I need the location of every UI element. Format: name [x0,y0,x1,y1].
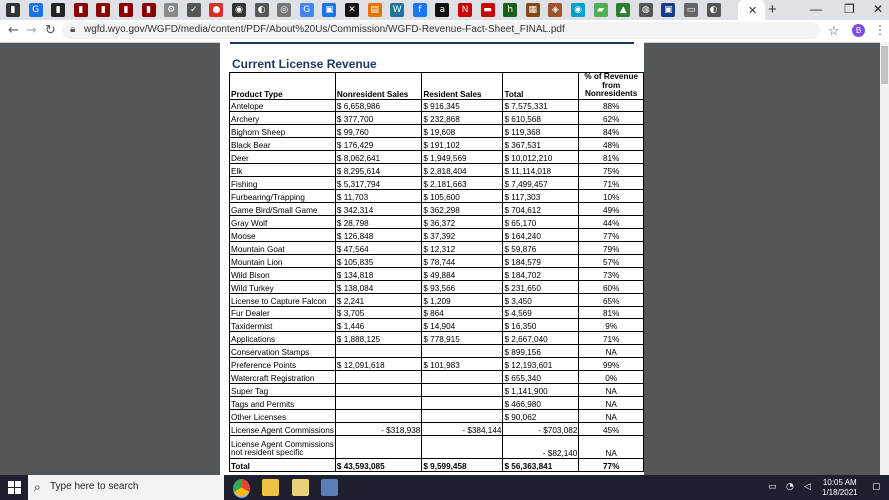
network-app-icon[interactable] [321,479,338,496]
cell-nonresident: - $318,938 [335,422,421,435]
total-row-nonresident: $ 43,593,085 [335,458,421,471]
tab-icon-25[interactable]: ◈ [548,3,562,17]
cell-pct: 0% [579,371,644,384]
cell-nonresident: $ 342,314 [335,203,421,216]
tab-icon-29[interactable]: ◍ [639,3,653,17]
cell-nonresident: $ 5,317,794 [335,177,421,190]
pdf-page [220,42,644,475]
table-row [230,293,644,306]
table-row [230,228,644,241]
table-row [230,397,644,410]
cell-resident [422,345,503,358]
chrome-icon[interactable] [233,479,250,498]
cell-product: Gray Wolf [230,215,336,228]
profile-avatar[interactable]: B [852,24,865,37]
tab-icon-17[interactable]: ▤ [368,3,382,17]
url-text[interactable]: wgfd.wyo.gov/WGFD/media/content/PDF/About%20Us/Commission/WGFD-Revenue-Fact-Sheet_FINAL.pdf [84,24,565,35]
cell-product: Black Bear [230,138,336,151]
tab-icon-18[interactable]: W [390,3,404,17]
table-row [230,241,644,254]
cell-pct: 88% [579,99,644,112]
cell-nonresident: $ 8,295,614 [335,164,421,177]
cell-total: $ 11,114,018 [503,164,579,177]
special-row-nonresident [335,435,421,458]
scrollbar-thumb[interactable] [881,46,888,84]
tab-icon-27[interactable]: ▰ [594,3,608,17]
cell-product: Furbearing/Trapping [230,190,336,203]
back-button[interactable]: ← [8,23,19,38]
cell-total: $ 184,579 [503,254,579,267]
cell-total: $ 704,612 [503,203,579,216]
close-tab-icon[interactable]: ✕ [748,5,758,17]
cell-nonresident [335,345,421,358]
cell-total: $ 466,980 [503,397,579,410]
cell-nonresident [335,371,421,384]
cell-product: Preference Points [230,358,336,371]
total-row-resident: $ 9,599,458 [422,458,503,471]
cell-product: Conservation Stamps [230,345,336,358]
tab-icon-19[interactable]: f [413,3,427,17]
tab-icon-16[interactable]: ✕ [345,3,359,17]
table-row [230,422,644,435]
cell-resident: $ 232,868 [422,112,503,125]
cell-product: Wild Turkey [230,280,336,293]
cell-resident: - $384,144 [422,422,503,435]
tab-icon-21[interactable]: N [458,3,472,17]
table-row [230,138,644,151]
tab-icon-4[interactable]: ▮ [74,3,88,17]
cell-pct: 57% [579,254,644,267]
cell-nonresident [335,397,421,410]
cell-resident: $ 36,372 [422,215,503,228]
windows-start-button[interactable] [8,481,21,494]
table-row [230,99,644,112]
cell-product: Watercraft Registration [230,371,336,384]
cell-resident: $ 101,983 [422,358,503,371]
cell-nonresident: $ 8,062,641 [335,151,421,164]
cell-pct: 10% [579,190,644,203]
cell-product: Tags and Permits [230,397,336,410]
cell-total: $ 65,170 [503,215,579,228]
tab-icon-10[interactable]: ● [209,3,223,17]
cell-pct: 71% [579,177,644,190]
tab-icon-12[interactable]: ◐ [255,3,269,17]
tab-icon-32[interactable]: ◐ [707,3,721,17]
tab-icon-5[interactable]: ▮ [96,3,110,17]
cell-pct: 71% [579,332,644,345]
cell-nonresident: $ 12,091,618 [335,358,421,371]
table-row [230,254,644,267]
cell-nonresident: $ 11,703 [335,190,421,203]
cell-product: Mountain Lion [230,254,336,267]
url-field[interactable] [62,22,820,39]
tab-icon-3[interactable]: ▮ [51,3,65,17]
cell-pct: 45% [579,422,644,435]
new-tab-button[interactable]: + [768,1,777,18]
cell-total: $ 610,568 [503,112,579,125]
cell-product: License to Capture Falcon [230,293,336,306]
taskbar [0,475,889,500]
cell-resident [422,384,503,397]
tab-strip [0,0,889,20]
search-placeholder: Type here to search [50,481,139,492]
cell-pct: NA [579,397,644,410]
file-explorer-icon[interactable] [262,479,279,496]
cell-nonresident: $ 3,705 [335,306,421,319]
special-row-pct: NA [579,435,644,458]
cell-pct: 99% [579,358,644,371]
cell-product: Applications [230,332,336,345]
table-row [230,125,644,138]
cell-product: Antelope [230,99,336,112]
cell-nonresident: $ 176,429 [335,138,421,151]
tab-icon-7[interactable]: ▮ [142,3,156,17]
cell-total: $ 119,368 [503,125,579,138]
cell-resident: $ 105,600 [422,190,503,203]
cell-resident [422,410,503,423]
special-row-resident [422,435,503,458]
cell-resident: $ 49,884 [422,267,503,280]
cell-product: Taxidermist [230,319,336,332]
special-row-line1: License Agent Commissions [231,439,334,449]
cell-nonresident: $ 134,818 [335,267,421,280]
cell-nonresident: $ 2,241 [335,293,421,306]
volume-icon[interactable]: ◁ [804,482,811,492]
cell-product: Other Licenses [230,410,336,423]
cell-resident: $ 19,608 [422,125,503,138]
table-row [230,332,644,345]
cell-nonresident: $ 1,888,125 [335,332,421,345]
cell-product: Elk [230,164,336,177]
cell-resident: $ 191,102 [422,138,503,151]
cell-total: $ 7,575,331 [503,99,579,112]
cell-product: Super Tag [230,384,336,397]
tab-icon-31[interactable]: ▭ [684,3,698,17]
cell-total: $ 12,193,601 [503,358,579,371]
sticky-notes-icon[interactable] [292,479,309,496]
cell-pct: 73% [579,267,644,280]
cell-product: Mountain Goat [230,241,336,254]
cell-total: $ 10,012,210 [503,151,579,164]
cell-resident: $ 916,345 [422,99,503,112]
cell-pct: 48% [579,138,644,151]
cell-product: Wild Bison [230,267,336,280]
cell-total: $ 164,240 [503,228,579,241]
cell-nonresident: $ 6,658,986 [335,99,421,112]
cell-pct: 77% [579,228,644,241]
cell-resident: $ 14,904 [422,319,503,332]
cell-pct: NA [579,410,644,423]
cell-product: Archery [230,112,336,125]
taskbar-search-box[interactable] [28,475,224,500]
cell-product: Moose [230,228,336,241]
cell-total: $ 16,350 [503,319,579,332]
cell-nonresident: $ 126,848 [335,228,421,241]
cell-resident: $ 778,915 [422,332,503,345]
table-row [230,177,644,190]
cell-pct: NA [579,345,644,358]
cell-nonresident: $ 99,760 [335,125,421,138]
system-clock[interactable] [822,478,858,498]
tab-icon-2[interactable]: G [29,3,43,17]
cell-nonresident: $ 105,835 [335,254,421,267]
cell-resident: $ 37,392 [422,228,503,241]
cell-resident: $ 864 [422,306,503,319]
cell-product: Fur Dealer [230,306,336,319]
cell-pct: 49% [579,203,644,216]
tab-icon-6[interactable]: ▮ [119,3,133,17]
cell-resident [422,371,503,384]
table-row [230,410,644,423]
cell-nonresident: $ 1,446 [335,319,421,332]
table-row [230,112,644,125]
cell-pct: 84% [579,125,644,138]
total-row-total: $ 56,363,841 [503,458,579,471]
special-row-total: - $82,140 [503,435,579,458]
search-icon: ⌕ [34,480,41,494]
cell-resident: $ 362,298 [422,203,503,216]
tab-icon-20[interactable]: a [435,3,449,17]
cell-nonresident: $ 377,700 [335,112,421,125]
close-window-button[interactable]: ✕ [873,2,884,16]
table-row [230,306,644,319]
cell-total: $ 367,531 [503,138,579,151]
cell-pct: 81% [579,306,644,319]
special-row-line2: not resident specific [231,448,304,458]
table-row [230,267,644,280]
cell-resident: $ 2,818,404 [422,164,503,177]
cell-resident: $ 2,181,663 [422,177,503,190]
forward-button[interactable]: → [26,23,37,38]
vertical-scrollbar[interactable] [880,42,889,475]
cell-nonresident [335,410,421,423]
cell-pct: 62% [579,112,644,125]
header-pct-nonresident: % of Revenue from Nonresidents [579,73,644,100]
table-row [230,190,644,203]
header-rule [230,42,634,44]
cell-total: $ 184,702 [503,267,579,280]
table-row [230,164,644,177]
tab-icon-23[interactable]: h [503,3,517,17]
header-total: Total [503,73,579,100]
cell-resident [422,397,503,410]
cell-total: $ 1,141,900 [503,384,579,397]
table-row [230,151,644,164]
cell-pct: 65% [579,293,644,306]
cell-total: $ 899,156 [503,345,579,358]
revenue-table [229,72,644,472]
cell-resident: $ 78,744 [422,254,503,267]
cell-total: $ 3,450 [503,293,579,306]
cell-resident: $ 93,566 [422,280,503,293]
network-icon[interactable]: ◔ [786,482,794,492]
total-row-product: Total [230,458,336,471]
cell-pct: 60% [579,280,644,293]
cell-total: - $703,082 [503,422,579,435]
tab-icon-13[interactable]: ◎ [277,3,291,17]
browser-menu-icon[interactable]: ⋮ [874,23,886,37]
table-row [230,215,644,228]
tab-icon-22[interactable]: ▬ [481,3,495,17]
tab-icon-14[interactable]: G [300,3,314,17]
cell-pct: 9% [579,319,644,332]
notifications-icon[interactable]: ▢ [872,482,881,492]
cell-total: $ 2,667,040 [503,332,579,345]
cell-total: $ 90,062 [503,410,579,423]
lock-icon: 🔒︎ [70,24,76,35]
cell-product: License Agent Commissions [230,422,336,435]
cell-resident: $ 12,312 [422,241,503,254]
header-nonresident-sales: Nonresident Sales [335,73,421,100]
cell-total: $ 4,569 [503,306,579,319]
cell-pct: 79% [579,241,644,254]
table-row [230,203,644,216]
cell-product: Game Bird/Small Game [230,203,336,216]
cell-resident: $ 1,949,569 [422,151,503,164]
cell-pct: 81% [579,151,644,164]
tab-icon-28[interactable]: ▲ [616,3,630,17]
table-row [230,319,644,332]
cell-nonresident: $ 138,084 [335,280,421,293]
tab-icon-15[interactable]: ▣ [322,3,336,17]
maximize-button[interactable]: ❐ [844,2,855,16]
cell-nonresident [335,384,421,397]
cell-resident: $ 1,209 [422,293,503,306]
tab-icon-9[interactable]: ✓ [187,3,201,17]
bookmark-star-icon[interactable]: ☆ [828,23,840,38]
tab-icon-24[interactable]: ▦ [526,3,540,17]
tab-icon-30[interactable]: ▣ [661,3,675,17]
cell-pct: 44% [579,215,644,228]
tab-icon-11[interactable]: ◉ [232,3,246,17]
tab-icon-1[interactable]: ▮ [6,3,20,17]
cell-total: $ 7,499,457 [503,177,579,190]
cell-nonresident: $ 47,564 [335,241,421,254]
cell-product: Deer [230,151,336,164]
battery-icon[interactable]: ▭ [768,482,777,492]
table-row [230,280,644,293]
minimize-button[interactable]: — [810,2,822,16]
table-row [230,345,644,358]
cell-total: $ 117,303 [503,190,579,203]
cell-total: $ 655,340 [503,371,579,384]
table-row [230,358,644,371]
cell-product: Bighorn Sheep [230,125,336,138]
clock-time: 10:05 AM [822,478,857,487]
cell-pct: NA [579,384,644,397]
reload-button[interactable]: ↻ [45,23,56,38]
tab-icon-8[interactable]: ⚙ [164,3,178,17]
cell-total: $ 231,650 [503,280,579,293]
header-product-type: Product Type [230,73,336,100]
clock-date: 1/18/2021 [822,488,858,497]
tab-icon-26[interactable]: ◉ [571,3,585,17]
cell-pct: 75% [579,164,644,177]
total-row-pct: 77% [579,458,644,471]
cell-product: Fishing [230,177,336,190]
table-row [230,371,644,384]
page-title: Current License Revenue [232,57,377,71]
header-resident-sales: Resident Sales [422,73,503,100]
cell-total: $ 59,876 [503,241,579,254]
cell-nonresident: $ 28,798 [335,215,421,228]
table-row [230,384,644,397]
special-row-product [230,435,336,458]
address-bar-row [0,20,889,43]
